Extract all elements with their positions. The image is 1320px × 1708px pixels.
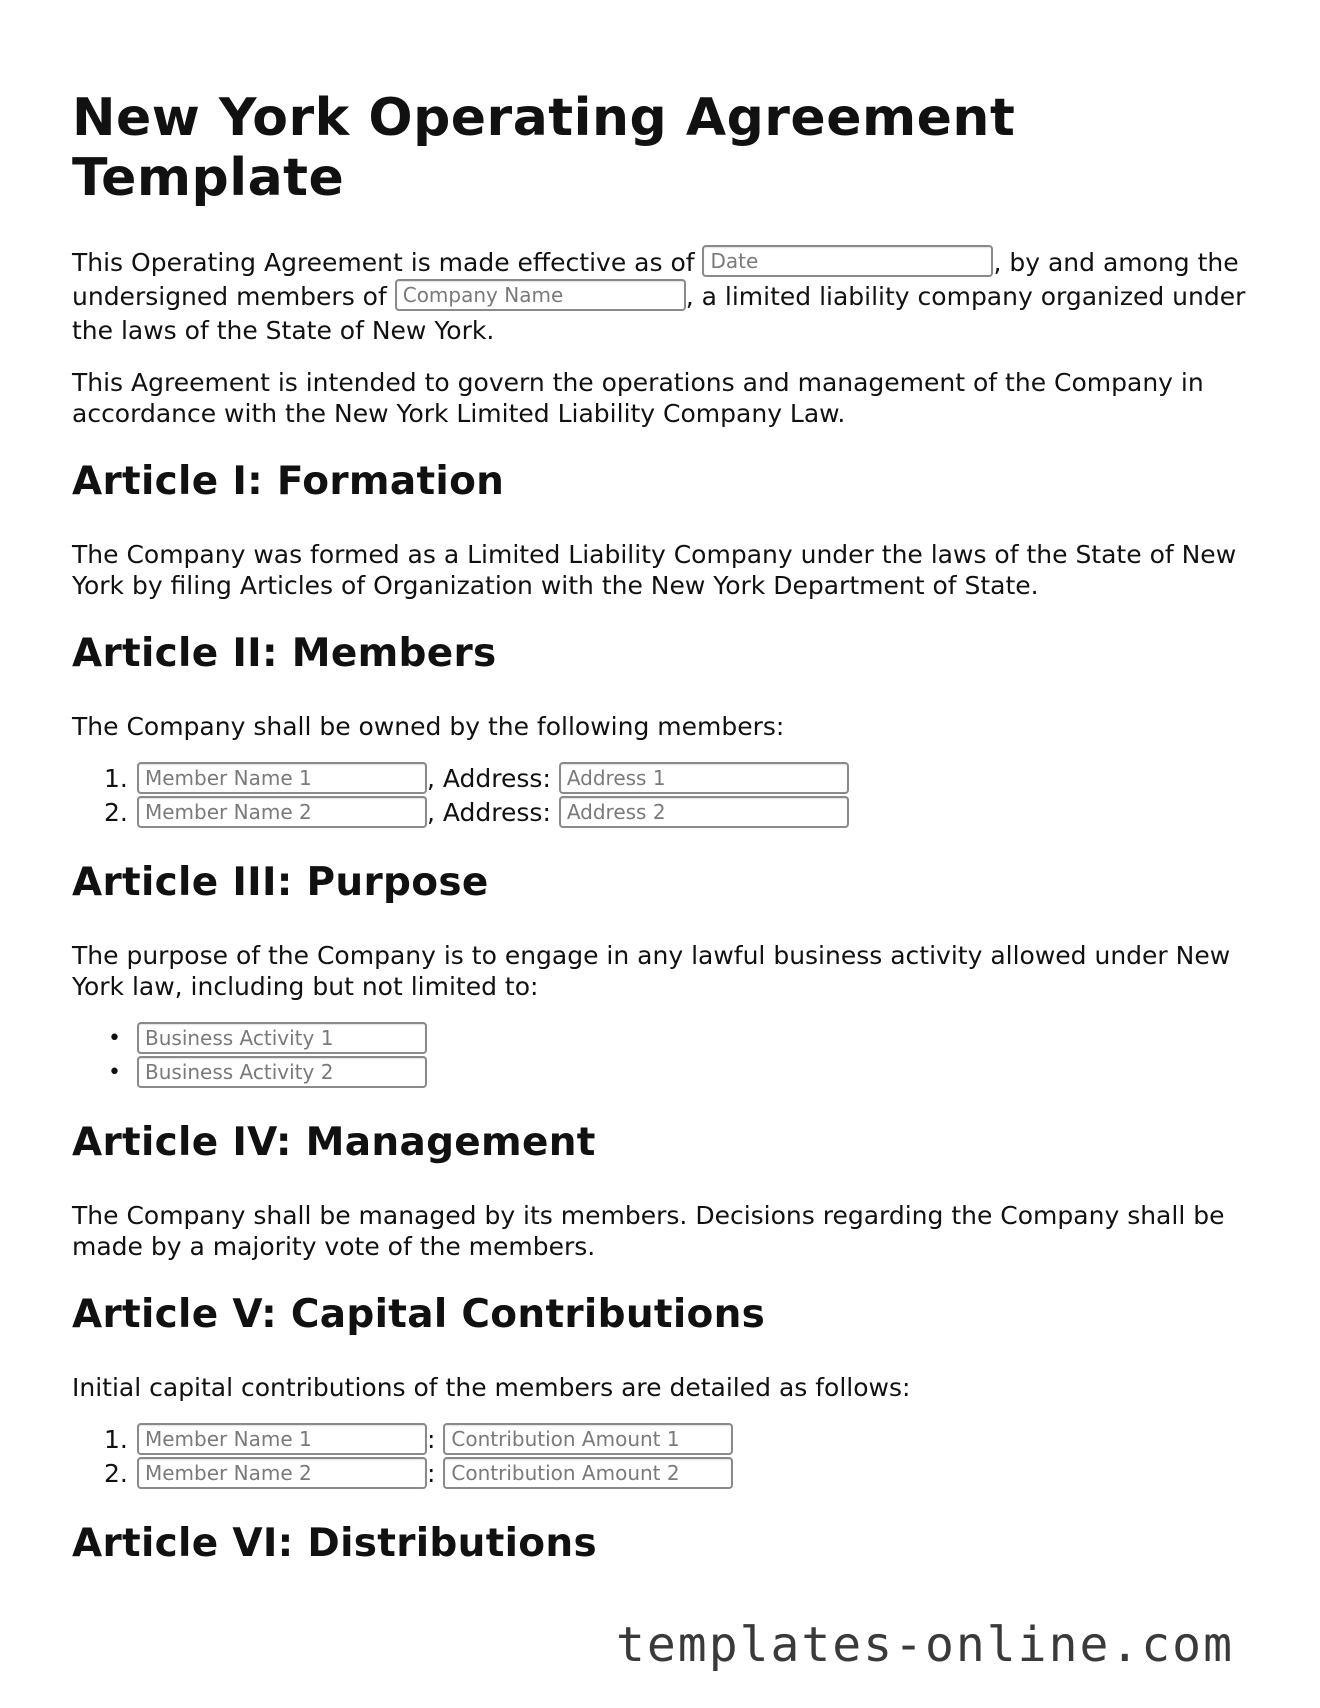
address-input-1[interactable]: Address 1 xyxy=(559,762,849,794)
member-item xyxy=(72,762,1252,796)
article-3-heading: Article III: Purpose xyxy=(72,860,489,905)
colon-separator: : xyxy=(427,1459,436,1488)
members-list xyxy=(72,762,1252,830)
list-number: 1. xyxy=(104,1425,128,1454)
intro-text-3: , a limited liability company organized under the laws of the State of New York. xyxy=(72,282,1246,345)
document xyxy=(72,88,1252,1601)
article-3-text: The purpose of the Company is to engage in any lawful business activity allowed under New York law, including but not limited to: xyxy=(72,941,1231,1001)
article-1-heading: Article I: Formation xyxy=(72,459,505,504)
member-item xyxy=(72,796,1252,830)
address-label: , Address: xyxy=(427,764,559,793)
address-label: , Address: xyxy=(427,798,559,827)
list-number: 2. xyxy=(104,1459,128,1488)
list-number: 2. xyxy=(104,798,128,827)
bullet-icon: • xyxy=(108,1060,121,1085)
page-title: New York Operating Agreement Template xyxy=(72,88,1016,208)
intro-paragraph-2: This Agreement is intended to govern the operations and management of the Company in accordance with the New York Limited Liability Company Law. xyxy=(72,368,1204,428)
member-name-input-1[interactable]: Member Name 1 xyxy=(137,762,427,794)
contributions-list xyxy=(72,1423,1252,1491)
activities-list xyxy=(72,1022,1252,1090)
colon-separator: : xyxy=(427,1425,436,1454)
activity-item xyxy=(72,1022,1252,1056)
article-6-heading: Article VI: Distributions xyxy=(72,1521,597,1566)
intro-paragraph xyxy=(72,246,1252,347)
article-4-heading: Article IV: Management xyxy=(72,1120,596,1165)
address-input-2[interactable]: Address 2 xyxy=(559,796,849,828)
activity-item xyxy=(72,1056,1252,1090)
contribution-amount-input-2[interactable]: Contribution Amount 2 xyxy=(443,1457,733,1489)
bullet-icon: • xyxy=(108,1026,121,1051)
contribution-amount-input-1[interactable]: Contribution Amount 1 xyxy=(443,1423,733,1455)
contribution-member-input-1[interactable]: Member Name 1 xyxy=(137,1423,427,1455)
watermark: templates-online.com xyxy=(616,1617,1234,1673)
article-2-heading: Article II: Members xyxy=(72,631,497,676)
article-2-text: The Company shall be owned by the following members: xyxy=(72,712,785,741)
date-input[interactable]: Date xyxy=(702,245,993,277)
contribution-item xyxy=(72,1423,1252,1457)
company-name-input[interactable]: Company Name xyxy=(395,279,686,311)
article-1-text: The Company was formed as a Limited Liability Company under the laws of the State of New York by filing Articles of Organization with the New York Department of State. xyxy=(72,540,1237,600)
intro-text-1: This Operating Agreement is made effective as of xyxy=(72,248,703,277)
contribution-item xyxy=(72,1457,1252,1491)
list-number: 1. xyxy=(104,764,128,793)
intro-text-2: , by and among the undersigned members of xyxy=(72,248,1239,311)
article-5-heading: Article V: Capital Contributions xyxy=(72,1292,766,1337)
article-4-text: The Company shall be managed by its members. Decisions regarding the Company shall be made by a majority vote of the members. xyxy=(72,1201,1225,1261)
contribution-member-input-2[interactable]: Member Name 2 xyxy=(137,1457,427,1489)
business-activity-input-1[interactable]: Business Activity 1 xyxy=(137,1022,427,1054)
member-name-input-2[interactable]: Member Name 2 xyxy=(137,796,427,828)
article-5-text: Initial capital contributions of the members are detailed as follows: xyxy=(72,1373,911,1402)
business-activity-input-2[interactable]: Business Activity 2 xyxy=(137,1056,427,1088)
